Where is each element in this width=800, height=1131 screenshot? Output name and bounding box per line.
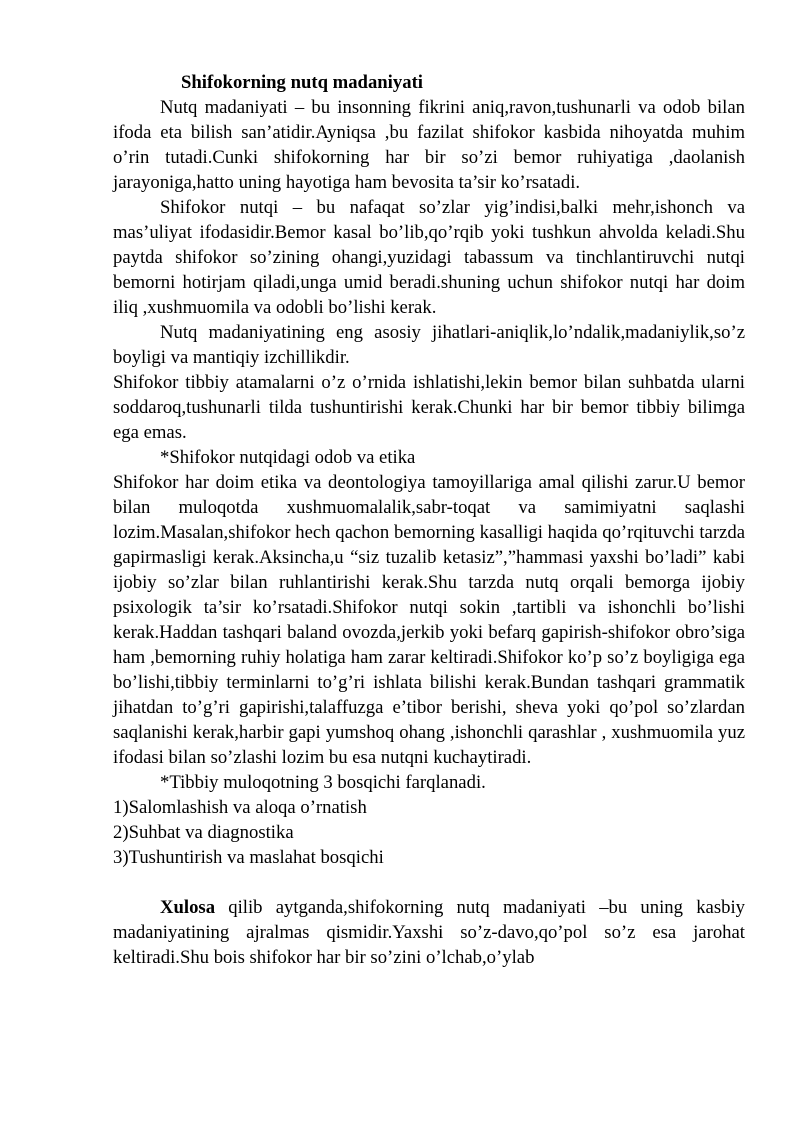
paragraph-qualities: Nutq madaniyatining eng asosiy jihatlari-aniqlik,lo’ndalik,madaniylik,so’z boyligi va mantiqiy izchillikdir. [113,322,745,368]
paragraph-intro: Nutq madaniyati – bu insonning fikrini aniq,ravon,tushunarli va odob bilan ifoda eta bilish san’atidir.Ayniqsa ,bu fazilat shifokor kasbida nihoyatda muhim o’rin tutadi.Cunki shifokorning har bir so’zi bemor ruhiyatiga ,daolanish jarayoniga,hatto uning hayotiga ham bevosita ta’sir ko’rsatadi. [113,97,745,193]
paragraph-ethics: Shifokor har doim etika va deontologiya tamoyillariga amal qilishi zarur.U bemor bilan muloqotda xushmuomalalik,sabr-toqat va samimiyatni saqlashi lozim.Masalan,shifokor hech qachon bemorning kasalligi haqida qo’rqituvchi tarzda gapirmasligi kerak.Aksincha,u “siz tuzalib ketasiz”,”hammasi yaxshi bo’ladi” kabi ijobiy so’zlar bilan ruhlantirishi kerak.Shu tarzda nutq orqali bemorga ijobiy psixologik ta’sir ko’rsatadi.Shifokor nutqi sokin ,tartibli va ishonchli bo’lishi kerak.Haddan tashqari baland ovozda,jerkib yoki befarq gapirish-shifokor obro’siga ham ,bemorning ruhiy holatiga ham zarar keltiradi.Shifokor ko’p so’z boyligiga ega bo’lishi,tibbiy terminlarni to’g’ri ishlata bilishi kerak.Bundan tashqari grammatik jihatdan to’g’ri gapirishi,talaffuzga e’tibor berishi, sheva yoki qo’pol so’zlardan saqlanishi kerak,harbir gapi yumshoq ohang ,ishonchli qarashlar , xushmuomila yuz ifodasi bilan so’zlashi lozim bu esa nutqni kuchaytiradi. [113,472,745,768]
stage-item-2: 2)Suhbat va diagnostika [113,822,294,843]
stage-item-1: 1)Salomlashish va aloqa o’rnatish [113,797,367,818]
stages-list [113,795,745,870]
subheading-ethics: *Shifokor nutqidagi odob va etika [160,447,416,468]
conclusion-lead-bold: Xulosa [160,897,216,918]
subheading-stages: *Tibbiy muloqotning 3 bosqichi farqlanadi. [160,772,486,793]
stage-item-3: 3)Tushuntirish va maslahat bosqichi [113,847,384,868]
paragraph-speech: Shifokor nutqi – bu nafaqat so’zlar yig’indisi,balki mehr,ishonch va mas’uliyat ifodasidir.Bemor kasal bo’lib,qo’rqib yoki tushkun ahvolda keladi.Shu paytda shifokor so’zining ohangi,yuzidagi tabassum va tinchlantiruvchi nutqi bemorni hotirjam qiladi,unga umid beradi.shuning uchun shifokor nutqi har doim iliq ,xushmuomila va odobli bo’lishi kerak. [113,197,745,318]
document-title: Shifokorning nutq madaniyati [181,72,423,93]
paragraph-terms: Shifokor tibbiy atamalarni o’z o’rnida ishlatishi,lekin bemor bilan suhbatda ularni soddaroq,tushunarli tilda tushuntirishi kerak.Chunki har bir bemor tibbiy bilimga ega emas. [113,372,745,443]
paragraph-conclusion [113,895,745,970]
blank-line [113,870,745,895]
conclusion-body: qilib aytganda,shifokorning nutq madaniyati –bu uning kasbiy madaniyatining ajralmas qismidir.Yaxshi so’z-davo,qo’pol so’z esa jarohat keltiradi.Shu bois shifokor har bir so’zini o’lchab,o’ylab [113,897,745,968]
